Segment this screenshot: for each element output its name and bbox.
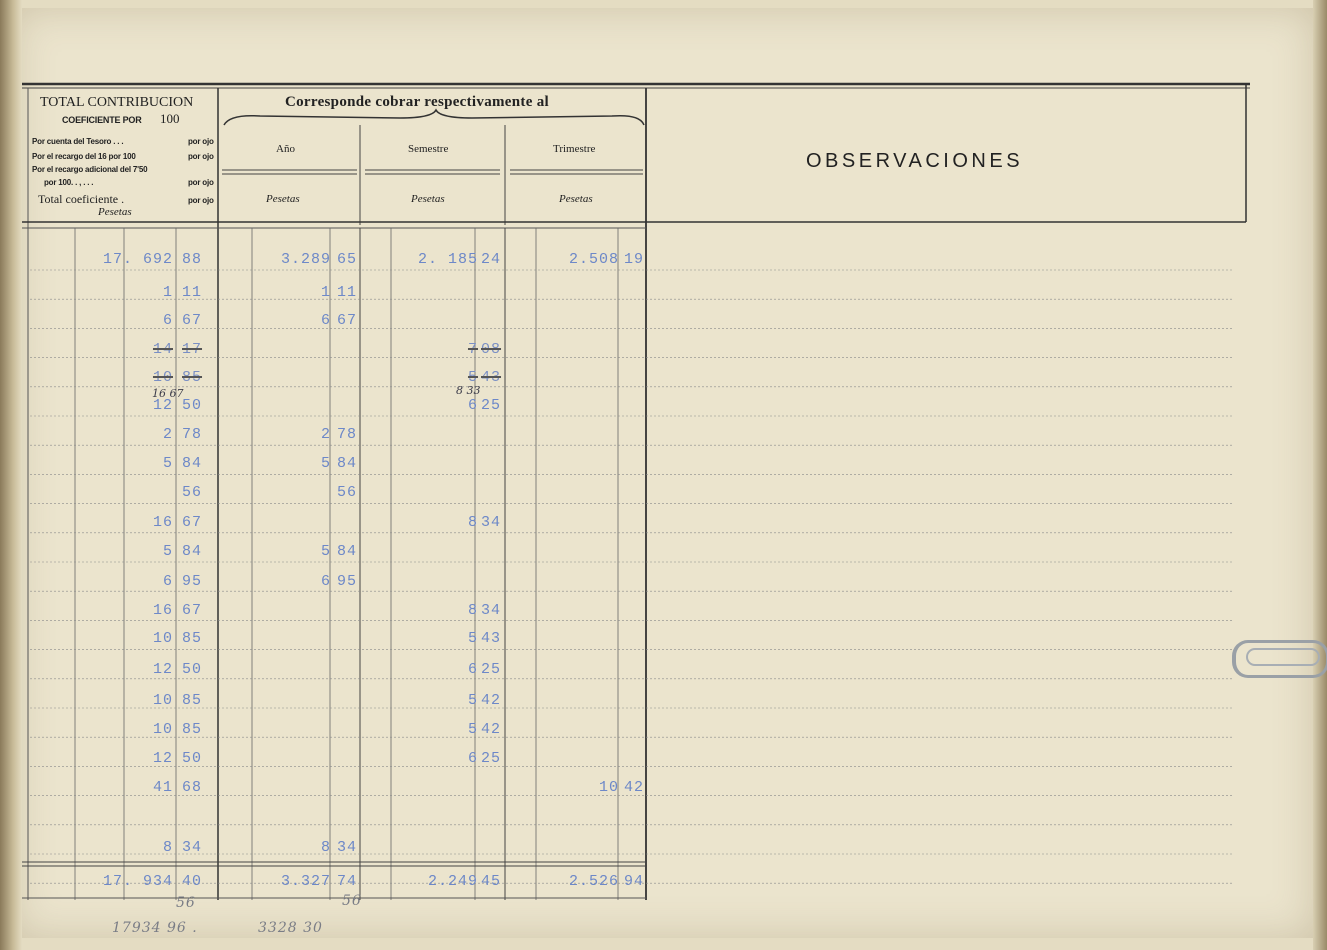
cell-tri-dec: 42 [624,779,645,796]
cell-sem-dec: 25 [481,397,502,414]
cell-total-int: 10 [152,692,173,709]
cell-total-dec: 11 [182,284,203,301]
totals-tri-int: 2.526 [568,873,619,890]
header-line-por-100: por 100. . , . . . [44,178,94,187]
cell-total-int: 12 [152,750,173,767]
cell-ano-dec: 78 [337,426,358,443]
cell-total-dec: 78 [182,426,203,443]
cell-total-int: 10 [152,630,173,647]
por-ojo-2: por ojo [188,152,214,161]
cell-ano-int: 5 [320,455,331,472]
header-line-recargo-adicional: Por el recargo adicional del 7'50 [32,165,148,174]
cell-sem-int: 6 [467,750,478,767]
total-contribucion-title: TOTAL CONTRIBUCION [40,95,194,110]
handwritten-correction-semestre: 8 33 [456,384,481,397]
cell-total-dec: 85 [182,630,203,647]
totals-total-dec: 40 [182,873,203,890]
cell-sem-dec: 25 [481,750,502,767]
cell-total-int: 12 [152,661,173,678]
cell-total-dec: 67 [182,602,203,619]
col-semestre-label: Semestre [408,143,449,155]
cell-total-dec: 50 [182,661,203,678]
cell-ano-dec: 56 [337,484,358,501]
cell-sem-dec: 43 [481,369,502,386]
cell-total-int: 41 [152,779,173,796]
cell-ano-dec: 34 [337,839,358,856]
cell-total-dec: 85 [182,692,203,709]
cell-sem-int: 5 [467,692,478,709]
cell-sem-int: 5 [467,369,478,386]
cell-sem-dec: 34 [481,602,502,619]
cell-sem-int: 8 [467,514,478,531]
cell-total-dec: 85 [182,721,203,738]
cell-total-int: 2 [162,426,173,443]
por-ojo-1: por ojo [188,137,214,146]
cell-ano-int: 3.289 [280,251,331,268]
header-brace [224,110,644,125]
cell-sem-int: 6 [467,661,478,678]
cell-total-int: 12 [152,397,173,414]
header-line-tesoro: Por cuenta del Tesoro . . . [32,137,124,146]
cell-ano-dec: 84 [337,543,358,560]
cell-total-int: 14 [152,341,173,358]
cell-total-int: 8 [162,839,173,856]
pencil-note-56-b: 56 [342,893,362,909]
cell-total-int: 1 [162,284,173,301]
col-trimestre-label: Trimestre [553,143,596,155]
cell-total-int: 6 [162,573,173,590]
cell-sem-dec: 43 [481,630,502,647]
cell-ano-int: 5 [320,543,331,560]
cell-total-dec: 56 [182,484,203,501]
observaciones-title: OBSERVACIONES [806,150,1024,172]
pesetas-total: Pesetas [98,206,132,218]
cell-ano-int: 2 [320,426,331,443]
cell-ano-int: 8 [320,839,331,856]
pencil-note-56-a: 56 [176,895,196,911]
cell-total-int: 16 [152,602,173,619]
totals-ano-dec: 74 [337,873,358,890]
totals-total-int: 17. 934 [102,873,173,890]
cell-sem-int: 7 [467,341,478,358]
paperclip [1232,640,1327,678]
cell-ano-dec: 84 [337,455,358,472]
cell-total-dec: 34 [182,839,203,856]
cell-sem-dec: 42 [481,692,502,709]
cell-sem-int: 5 [467,721,478,738]
cell-ano-dec: 95 [337,573,358,590]
cell-ano-dec: 11 [337,284,358,301]
cell-total-int: 10 [152,369,173,386]
cell-total-dec: 17 [182,341,203,358]
pesetas-ano: Pesetas [266,193,300,205]
cell-tri-dec: 19 [624,251,645,268]
cell-total-dec: 95 [182,573,203,590]
cell-total-int: 6 [162,312,173,329]
corresponde-cobrar-title: Corresponde cobrar respectivamente al [285,94,549,110]
cell-total-dec: 67 [182,312,203,329]
cell-total-int: 10 [152,721,173,738]
cell-ano-int: 6 [320,573,331,590]
cell-sem-int: 2. 185 [417,251,478,268]
cell-ano-dec: 67 [337,312,358,329]
cell-total-dec: 67 [182,514,203,531]
cell-sem-int: 8 [467,602,478,619]
cell-total-dec: 84 [182,455,203,472]
total-coeficiente-label: Total coeficiente . [38,192,125,206]
cell-tri-int: 10 [598,779,619,796]
cell-sem-dec: 42 [481,721,502,738]
cell-tri-int: 2.508 [568,251,619,268]
coeficiente-value: 100 [160,111,180,126]
pesetas-trimestre: Pesetas [559,193,593,205]
cell-total-int: 17. 692 [102,251,173,268]
cell-sem-dec: 34 [481,514,502,531]
cell-total-int: 5 [162,455,173,472]
cell-ano-int: 1 [320,284,331,301]
totals-tri-dec: 94 [624,873,645,890]
totals-sem-dec: 45 [481,873,502,890]
cell-sem-dec: 08 [481,341,502,358]
cell-total-dec: 85 [182,369,203,386]
cell-sem-int: 6 [467,397,478,414]
col-ano-label: Año [276,143,295,155]
totals-ano-int: 3.327 [280,873,331,890]
pencil-note-total: 17934 96 . [112,920,198,936]
header-line-recargo-16: Por el recargo del 16 por 100 [32,152,136,161]
cell-sem-int: 5 [467,630,478,647]
pencil-note-ano: 3328 30 [258,920,323,936]
cell-sem-dec: 25 [481,661,502,678]
coeficiente-label: COEFICIENTE POR [62,115,142,125]
handwritten-correction-total: 16 67 [152,387,184,400]
por-ojo-3: por ojo [188,178,214,187]
cell-total-dec: 84 [182,543,203,560]
cell-total-dec: 50 [182,397,203,414]
cell-ano-int: 6 [320,312,331,329]
cell-total-int: 5 [162,543,173,560]
cell-total-dec: 88 [182,251,203,268]
cell-total-dec: 68 [182,779,203,796]
cell-total-int: 16 [152,514,173,531]
cell-total-dec: 50 [182,750,203,767]
cell-ano-dec: 65 [337,251,358,268]
por-ojo-4: por ojo [188,196,214,205]
cell-sem-dec: 24 [481,251,502,268]
pesetas-semestre: Pesetas [411,193,445,205]
totals-sem-int: 2.249 [427,873,478,890]
